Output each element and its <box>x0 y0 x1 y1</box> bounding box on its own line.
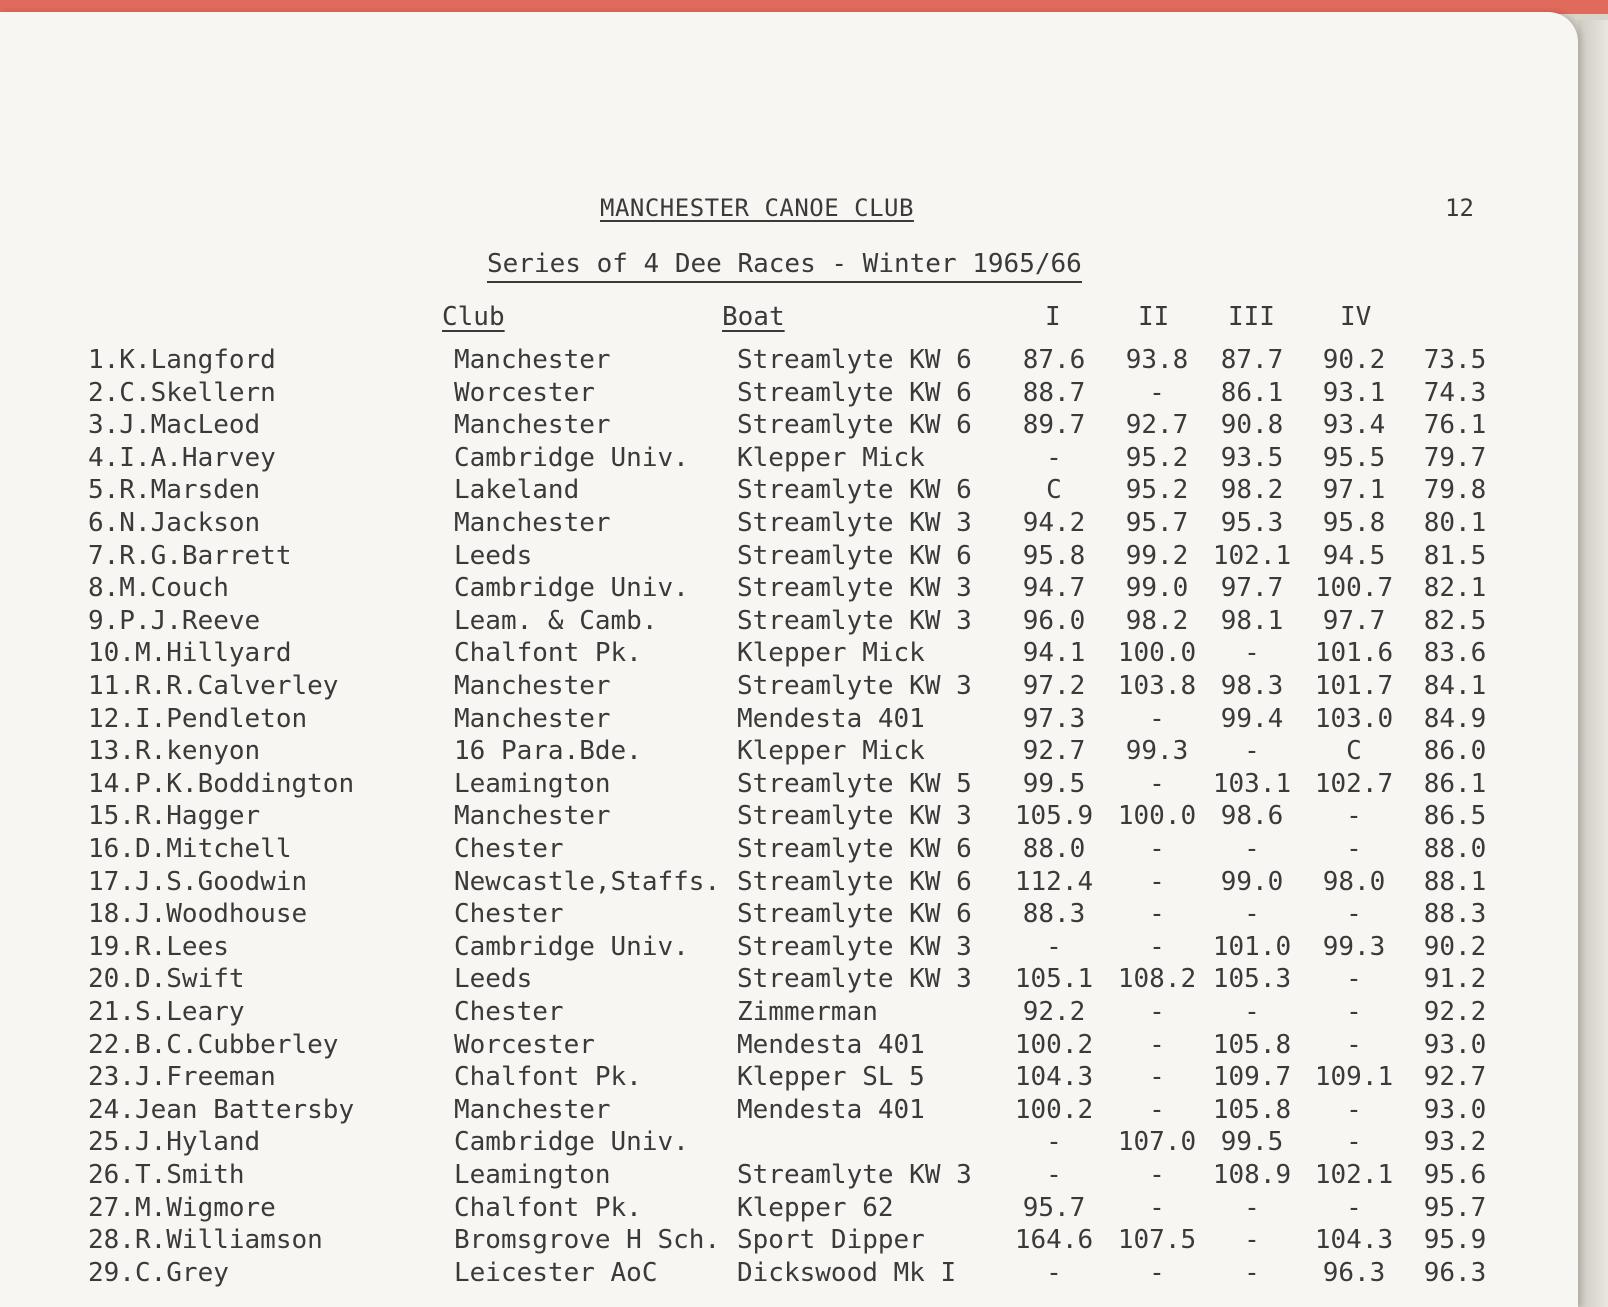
boat-cell: Streamlyte KW 6 <box>737 834 972 864</box>
boat-cell: Mendesta 401 <box>737 1094 925 1125</box>
race-2-time: - <box>1149 1257 1165 1288</box>
race-1-time: - <box>1046 1160 1062 1190</box>
club-cell: Leam. & Camb. <box>454 605 658 636</box>
club-cell: Leeds <box>454 540 533 571</box>
final-result: 93.0 <box>1423 1029 1487 1060</box>
race-4-time: 109.1 <box>1314 1062 1394 1093</box>
race-3-time: - <box>1244 1192 1260 1223</box>
race-3-time: - <box>1244 997 1260 1027</box>
competitor-name: 26.T.Smith <box>88 1160 245 1190</box>
competitor-name: 20.D.Swift <box>88 964 245 995</box>
competitor-name: 10.M.Hillyard <box>88 638 292 669</box>
competitor-name: 16.D.Mitchell <box>88 834 292 864</box>
race-2-time: 98.2 <box>1125 605 1189 636</box>
table-row <box>0 507 1578 540</box>
race-1-time: - <box>1046 931 1062 962</box>
club-cell: Chester <box>454 834 564 864</box>
race-2-time: - <box>1149 1062 1165 1093</box>
race-3-time: 93.5 <box>1220 442 1284 473</box>
table-row <box>0 572 1578 605</box>
final-result: 84.9 <box>1423 703 1487 734</box>
boat-cell: Streamlyte KW 3 <box>737 801 972 832</box>
race-4-time: - <box>1346 801 1362 832</box>
final-result: 92.2 <box>1423 997 1487 1027</box>
competitor-name: 1.K.Langford <box>88 345 276 375</box>
boat-cell: Streamlyte KW 6 <box>737 899 972 930</box>
final-result: 82.5 <box>1423 605 1487 636</box>
final-result: 92.7 <box>1423 1062 1487 1093</box>
column-header-boat: Boat <box>722 302 785 332</box>
club-cell: Cambridge Univ. <box>454 573 689 604</box>
final-result: 79.8 <box>1423 475 1487 506</box>
table-row <box>0 540 1578 573</box>
race-4-time: 93.4 <box>1322 410 1386 441</box>
table-row <box>0 1224 1578 1257</box>
competitor-name: 22.B.C.Cubberley <box>88 1029 339 1060</box>
race-1-time: 96.0 <box>1022 605 1086 636</box>
table-row <box>0 1257 1578 1290</box>
competitor-name: 3.J.MacLeod <box>88 410 261 441</box>
club-cell: Chester <box>454 997 564 1027</box>
table-row <box>0 442 1578 475</box>
table-row <box>0 1192 1578 1225</box>
table-row <box>0 866 1578 899</box>
boat-cell: Streamlyte KW 6 <box>737 866 972 897</box>
table-row <box>0 409 1578 442</box>
page-subtitle: Series of 4 Dee Races - Winter 1965/66 <box>487 249 1082 283</box>
club-cell: Manchester <box>454 410 611 441</box>
table-row <box>0 931 1578 964</box>
column-header-club: Club <box>442 302 505 332</box>
club-cell: Worcester <box>454 1029 595 1060</box>
race-2-time: - <box>1149 834 1165 864</box>
final-result: 88.0 <box>1423 834 1487 864</box>
race-2-time: - <box>1149 1160 1165 1190</box>
club-cell: Manchester <box>454 671 611 701</box>
race-1-time: C <box>1046 475 1062 506</box>
page-title: MANCHESTER CANOE CLUB <box>600 194 914 222</box>
race-1-time: 97.3 <box>1022 703 1086 734</box>
final-result: 88.3 <box>1423 899 1487 930</box>
club-cell: Cambridge Univ. <box>454 1127 689 1158</box>
document-page <box>0 12 1578 1307</box>
race-2-time: 95.2 <box>1125 442 1189 473</box>
club-cell: Cambridge Univ. <box>454 931 689 962</box>
competitor-name: 15.R.Hagger <box>88 801 261 832</box>
final-result: 73.5 <box>1423 345 1487 375</box>
race-1-time: 88.7 <box>1022 377 1086 408</box>
race-1-time: 100.2 <box>1014 1029 1094 1060</box>
race-3-time: 98.6 <box>1220 801 1284 832</box>
club-cell: Chalfont Pk. <box>454 1062 642 1093</box>
club-cell: Manchester <box>454 345 611 375</box>
competitor-name: 14.P.K.Boddington <box>88 768 355 799</box>
race-3-time: 108.9 <box>1212 1160 1292 1190</box>
race-4-time: 96.3 <box>1322 1257 1386 1288</box>
race-3-time: - <box>1244 1257 1260 1288</box>
column-header-race-3: III <box>1228 302 1275 332</box>
race-3-time: - <box>1244 638 1260 669</box>
race-3-time: 98.1 <box>1220 605 1284 636</box>
race-1-time: - <box>1046 1127 1062 1158</box>
race-4-time: - <box>1346 899 1362 930</box>
race-3-time: - <box>1244 736 1260 767</box>
race-2-time: - <box>1149 1094 1165 1125</box>
race-3-time: 86.1 <box>1220 377 1284 408</box>
race-4-time: 101.6 <box>1314 638 1394 669</box>
final-result: 86.0 <box>1423 736 1487 767</box>
club-cell: Chalfont Pk. <box>454 1192 642 1223</box>
boat-cell: Mendesta 401 <box>737 1029 925 1060</box>
race-4-time: 102.7 <box>1314 768 1394 799</box>
final-result: 86.5 <box>1423 801 1487 832</box>
table-row <box>0 1061 1578 1094</box>
column-header-race-1: I <box>1045 302 1061 332</box>
final-result: 90.2 <box>1423 931 1487 962</box>
race-4-time: - <box>1346 964 1362 995</box>
competitor-name: 13.R.kenyon <box>88 736 261 767</box>
race-1-time: 92.7 <box>1022 736 1086 767</box>
competitor-name: 25.J.Hyland <box>88 1127 261 1158</box>
race-4-time: 93.1 <box>1322 377 1386 408</box>
race-1-time: 95.7 <box>1022 1192 1086 1223</box>
boat-cell: Streamlyte KW 3 <box>737 508 972 538</box>
boat-cell: Streamlyte KW 6 <box>737 540 972 571</box>
club-cell: Leamington <box>454 768 611 799</box>
race-2-time: - <box>1149 768 1165 799</box>
competitor-name: 9.P.J.Reeve <box>88 605 261 636</box>
race-3-time: - <box>1244 834 1260 864</box>
race-4-time: 94.5 <box>1322 540 1386 571</box>
table-row <box>0 768 1578 801</box>
competitor-name: 24.Jean Battersby <box>88 1094 355 1125</box>
race-2-time: - <box>1149 703 1165 734</box>
race-3-time: 105.3 <box>1212 964 1292 995</box>
club-cell: Manchester <box>454 1094 611 1125</box>
race-1-time: 89.7 <box>1022 410 1086 441</box>
boat-cell: Klepper Mick <box>737 638 925 669</box>
race-1-time: 105.1 <box>1014 964 1094 995</box>
race-1-time: 95.8 <box>1022 540 1086 571</box>
race-2-time: 93.8 <box>1125 345 1189 375</box>
race-4-time: - <box>1346 1094 1362 1125</box>
race-1-time: - <box>1046 1257 1062 1288</box>
table-row <box>0 1094 1578 1127</box>
race-3-time: 98.2 <box>1220 475 1284 506</box>
race-3-time: 103.1 <box>1212 768 1292 799</box>
race-2-time: 92.7 <box>1125 410 1189 441</box>
race-4-time: - <box>1346 1192 1362 1223</box>
club-cell: Worcester <box>454 377 595 408</box>
club-cell: Bromsgrove H Sch. <box>454 1225 721 1256</box>
boat-cell: Streamlyte KW 3 <box>737 1160 972 1190</box>
race-2-time: - <box>1149 1029 1165 1060</box>
club-cell: Chalfont Pk. <box>454 638 642 669</box>
race-2-time: 103.8 <box>1117 671 1197 701</box>
competitor-name: 12.I.Pendleton <box>88 703 308 734</box>
table-row <box>0 833 1578 866</box>
competitor-name: 4.I.A.Harvey <box>88 442 276 473</box>
race-2-time: - <box>1149 899 1165 930</box>
race-4-time: 95.8 <box>1322 508 1386 538</box>
race-3-time: 101.0 <box>1212 931 1292 962</box>
final-result: 79.7 <box>1423 442 1487 473</box>
race-4-time: 101.7 <box>1314 671 1394 701</box>
competitor-name: 5.R.Marsden <box>88 475 261 506</box>
final-result: 96.3 <box>1423 1257 1487 1288</box>
table-row <box>0 670 1578 703</box>
competitor-name: 29.C.Grey <box>88 1257 229 1288</box>
race-3-time: 105.8 <box>1212 1094 1292 1125</box>
race-2-time: - <box>1149 997 1165 1027</box>
boat-cell: Streamlyte KW 3 <box>737 964 972 995</box>
race-4-time: - <box>1346 997 1362 1027</box>
race-4-time: 102.1 <box>1314 1160 1394 1190</box>
race-4-time: - <box>1346 1127 1362 1158</box>
competitor-name: 11.R.R.Calverley <box>88 671 339 701</box>
boat-cell: Dickswood Mk I <box>737 1257 957 1288</box>
table-row <box>0 637 1578 670</box>
race-4-time: 90.2 <box>1322 345 1386 375</box>
race-4-time: 95.5 <box>1322 442 1386 473</box>
race-1-time: 92.2 <box>1022 997 1086 1027</box>
boat-cell: Klepper Mick <box>737 442 925 473</box>
race-3-time: 109.7 <box>1212 1062 1292 1093</box>
table-row <box>0 344 1578 377</box>
competitor-name: 27.M.Wigmore <box>88 1192 276 1223</box>
club-cell: Leeds <box>454 964 533 995</box>
club-cell: Manchester <box>454 508 611 538</box>
page-number: 12 <box>1445 194 1474 222</box>
final-result: 86.1 <box>1423 768 1487 799</box>
boat-cell: Klepper SL 5 <box>737 1062 925 1093</box>
race-2-time: 107.5 <box>1117 1225 1197 1256</box>
race-2-time: 108.2 <box>1117 964 1197 995</box>
race-2-time: - <box>1149 866 1165 897</box>
table-row <box>0 377 1578 410</box>
race-4-time: 98.0 <box>1322 866 1386 897</box>
club-cell: Lakeland <box>454 475 580 506</box>
club-cell: Cambridge Univ. <box>454 442 689 473</box>
race-3-time: 105.8 <box>1212 1029 1292 1060</box>
page-edge <box>1578 20 1608 1307</box>
boat-cell: Streamlyte KW 6 <box>737 410 972 441</box>
final-result: 88.1 <box>1423 866 1487 897</box>
race-2-time: 99.3 <box>1125 736 1189 767</box>
club-cell: Manchester <box>454 801 611 832</box>
final-result: 83.6 <box>1423 638 1487 669</box>
boat-cell: Mendesta 401 <box>737 703 925 734</box>
race-1-time: 94.1 <box>1022 638 1086 669</box>
race-3-time: - <box>1244 1225 1260 1256</box>
race-4-time: - <box>1346 1029 1362 1060</box>
final-result: 80.1 <box>1423 508 1487 538</box>
competitor-name: 2.C.Skellern <box>88 377 276 408</box>
boat-cell: Klepper Mick <box>737 736 925 767</box>
race-2-time: 99.2 <box>1125 540 1189 571</box>
race-1-time: - <box>1046 442 1062 473</box>
race-3-time: 87.7 <box>1220 345 1284 375</box>
table-row <box>0 963 1578 996</box>
race-3-time: - <box>1244 899 1260 930</box>
race-1-time: 87.6 <box>1022 345 1086 375</box>
race-1-time: 104.3 <box>1014 1062 1094 1093</box>
final-result: 93.2 <box>1423 1127 1487 1158</box>
competitor-name: 18.J.Woodhouse <box>88 899 308 930</box>
boat-cell: Streamlyte KW 6 <box>737 377 972 408</box>
final-result: 91.2 <box>1423 964 1487 995</box>
club-cell: Manchester <box>454 703 611 734</box>
race-4-time: 97.1 <box>1322 475 1386 506</box>
boat-cell: Streamlyte KW 3 <box>737 605 972 636</box>
table-row <box>0 800 1578 833</box>
boat-cell: Streamlyte KW 3 <box>737 671 972 701</box>
race-4-time: C <box>1346 736 1362 767</box>
club-cell: 16 Para.Bde. <box>454 736 642 767</box>
table-row <box>0 996 1578 1029</box>
race-3-time: 98.3 <box>1220 671 1284 701</box>
competitor-name: 8.M.Couch <box>88 573 229 604</box>
competitor-name: 6.N.Jackson <box>88 508 261 538</box>
race-1-time: 88.3 <box>1022 899 1086 930</box>
final-result: 93.0 <box>1423 1094 1487 1125</box>
race-3-time: 90.8 <box>1220 410 1284 441</box>
boat-cell: Zimmerman <box>737 997 878 1027</box>
race-1-time: 94.7 <box>1022 573 1086 604</box>
boat-cell: Streamlyte KW 3 <box>737 931 972 962</box>
table-row <box>0 703 1578 736</box>
column-header-race-2: II <box>1138 302 1170 332</box>
race-1-time: 100.2 <box>1014 1094 1094 1125</box>
race-1-time: 97.2 <box>1022 671 1086 701</box>
race-1-time: 99.5 <box>1022 768 1086 799</box>
competitor-name: 28.R.Williamson <box>88 1225 323 1256</box>
table-row <box>0 898 1578 931</box>
race-2-time: 100.0 <box>1117 638 1197 669</box>
table-row <box>0 1159 1578 1192</box>
final-result: 74.3 <box>1423 377 1487 408</box>
boat-cell: Sport Dipper <box>737 1225 925 1256</box>
race-3-time: 97.7 <box>1220 573 1284 604</box>
race-4-time: 99.3 <box>1322 931 1386 962</box>
race-1-time: 94.2 <box>1022 508 1086 538</box>
competitor-name: 7.R.G.Barrett <box>88 540 292 571</box>
race-4-time: - <box>1346 834 1362 864</box>
race-2-time: - <box>1149 377 1165 408</box>
competitor-name: 21.S.Leary <box>88 997 245 1027</box>
race-1-time: 112.4 <box>1014 866 1094 897</box>
final-result: 81.5 <box>1423 540 1487 571</box>
competitor-name: 17.J.S.Goodwin <box>88 866 308 897</box>
final-result: 95.7 <box>1423 1192 1487 1223</box>
race-1-time: 164.6 <box>1014 1225 1094 1256</box>
race-2-time: 99.0 <box>1125 573 1189 604</box>
table-row <box>0 735 1578 768</box>
boat-cell: Streamlyte KW 6 <box>737 475 972 506</box>
race-3-time: 102.1 <box>1212 540 1292 571</box>
race-4-time: 100.7 <box>1314 573 1394 604</box>
race-2-time: 100.0 <box>1117 801 1197 832</box>
race-3-time: 99.5 <box>1220 1127 1284 1158</box>
race-2-time: - <box>1149 931 1165 962</box>
club-cell: Leamington <box>454 1160 611 1190</box>
race-3-time: 95.3 <box>1220 508 1284 538</box>
final-result: 84.1 <box>1423 671 1487 701</box>
final-result: 82.1 <box>1423 573 1487 604</box>
final-result: 95.6 <box>1423 1160 1487 1190</box>
race-3-time: 99.0 <box>1220 866 1284 897</box>
competitor-name: 19.R.Lees <box>88 931 229 962</box>
boat-cell: Streamlyte KW 6 <box>737 345 972 375</box>
race-4-time: 103.0 <box>1314 703 1394 734</box>
club-cell: Newcastle,Staffs. <box>454 866 721 897</box>
race-1-time: 88.0 <box>1022 834 1086 864</box>
table-row <box>0 1029 1578 1062</box>
table-row <box>0 474 1578 507</box>
boat-cell: Klepper 62 <box>737 1192 894 1223</box>
race-3-time: 99.4 <box>1220 703 1284 734</box>
final-result: 76.1 <box>1423 410 1487 441</box>
table-row <box>0 605 1578 638</box>
race-2-time: 95.2 <box>1125 475 1189 506</box>
competitor-name: 23.J.Freeman <box>88 1062 276 1093</box>
race-2-time: 107.0 <box>1117 1127 1197 1158</box>
race-4-time: 104.3 <box>1314 1225 1394 1256</box>
race-2-time: 95.7 <box>1125 508 1189 538</box>
final-result: 95.9 <box>1423 1225 1487 1256</box>
club-cell: Leicester AoC <box>454 1257 658 1288</box>
boat-cell: Streamlyte KW 3 <box>737 573 972 604</box>
column-header-race-4: IV <box>1340 302 1372 332</box>
race-4-time: 97.7 <box>1322 605 1386 636</box>
club-cell: Chester <box>454 899 564 930</box>
table-row <box>0 1126 1578 1159</box>
boat-cell: Streamlyte KW 5 <box>737 768 972 799</box>
race-1-time: 105.9 <box>1014 801 1094 832</box>
race-2-time: - <box>1149 1192 1165 1223</box>
